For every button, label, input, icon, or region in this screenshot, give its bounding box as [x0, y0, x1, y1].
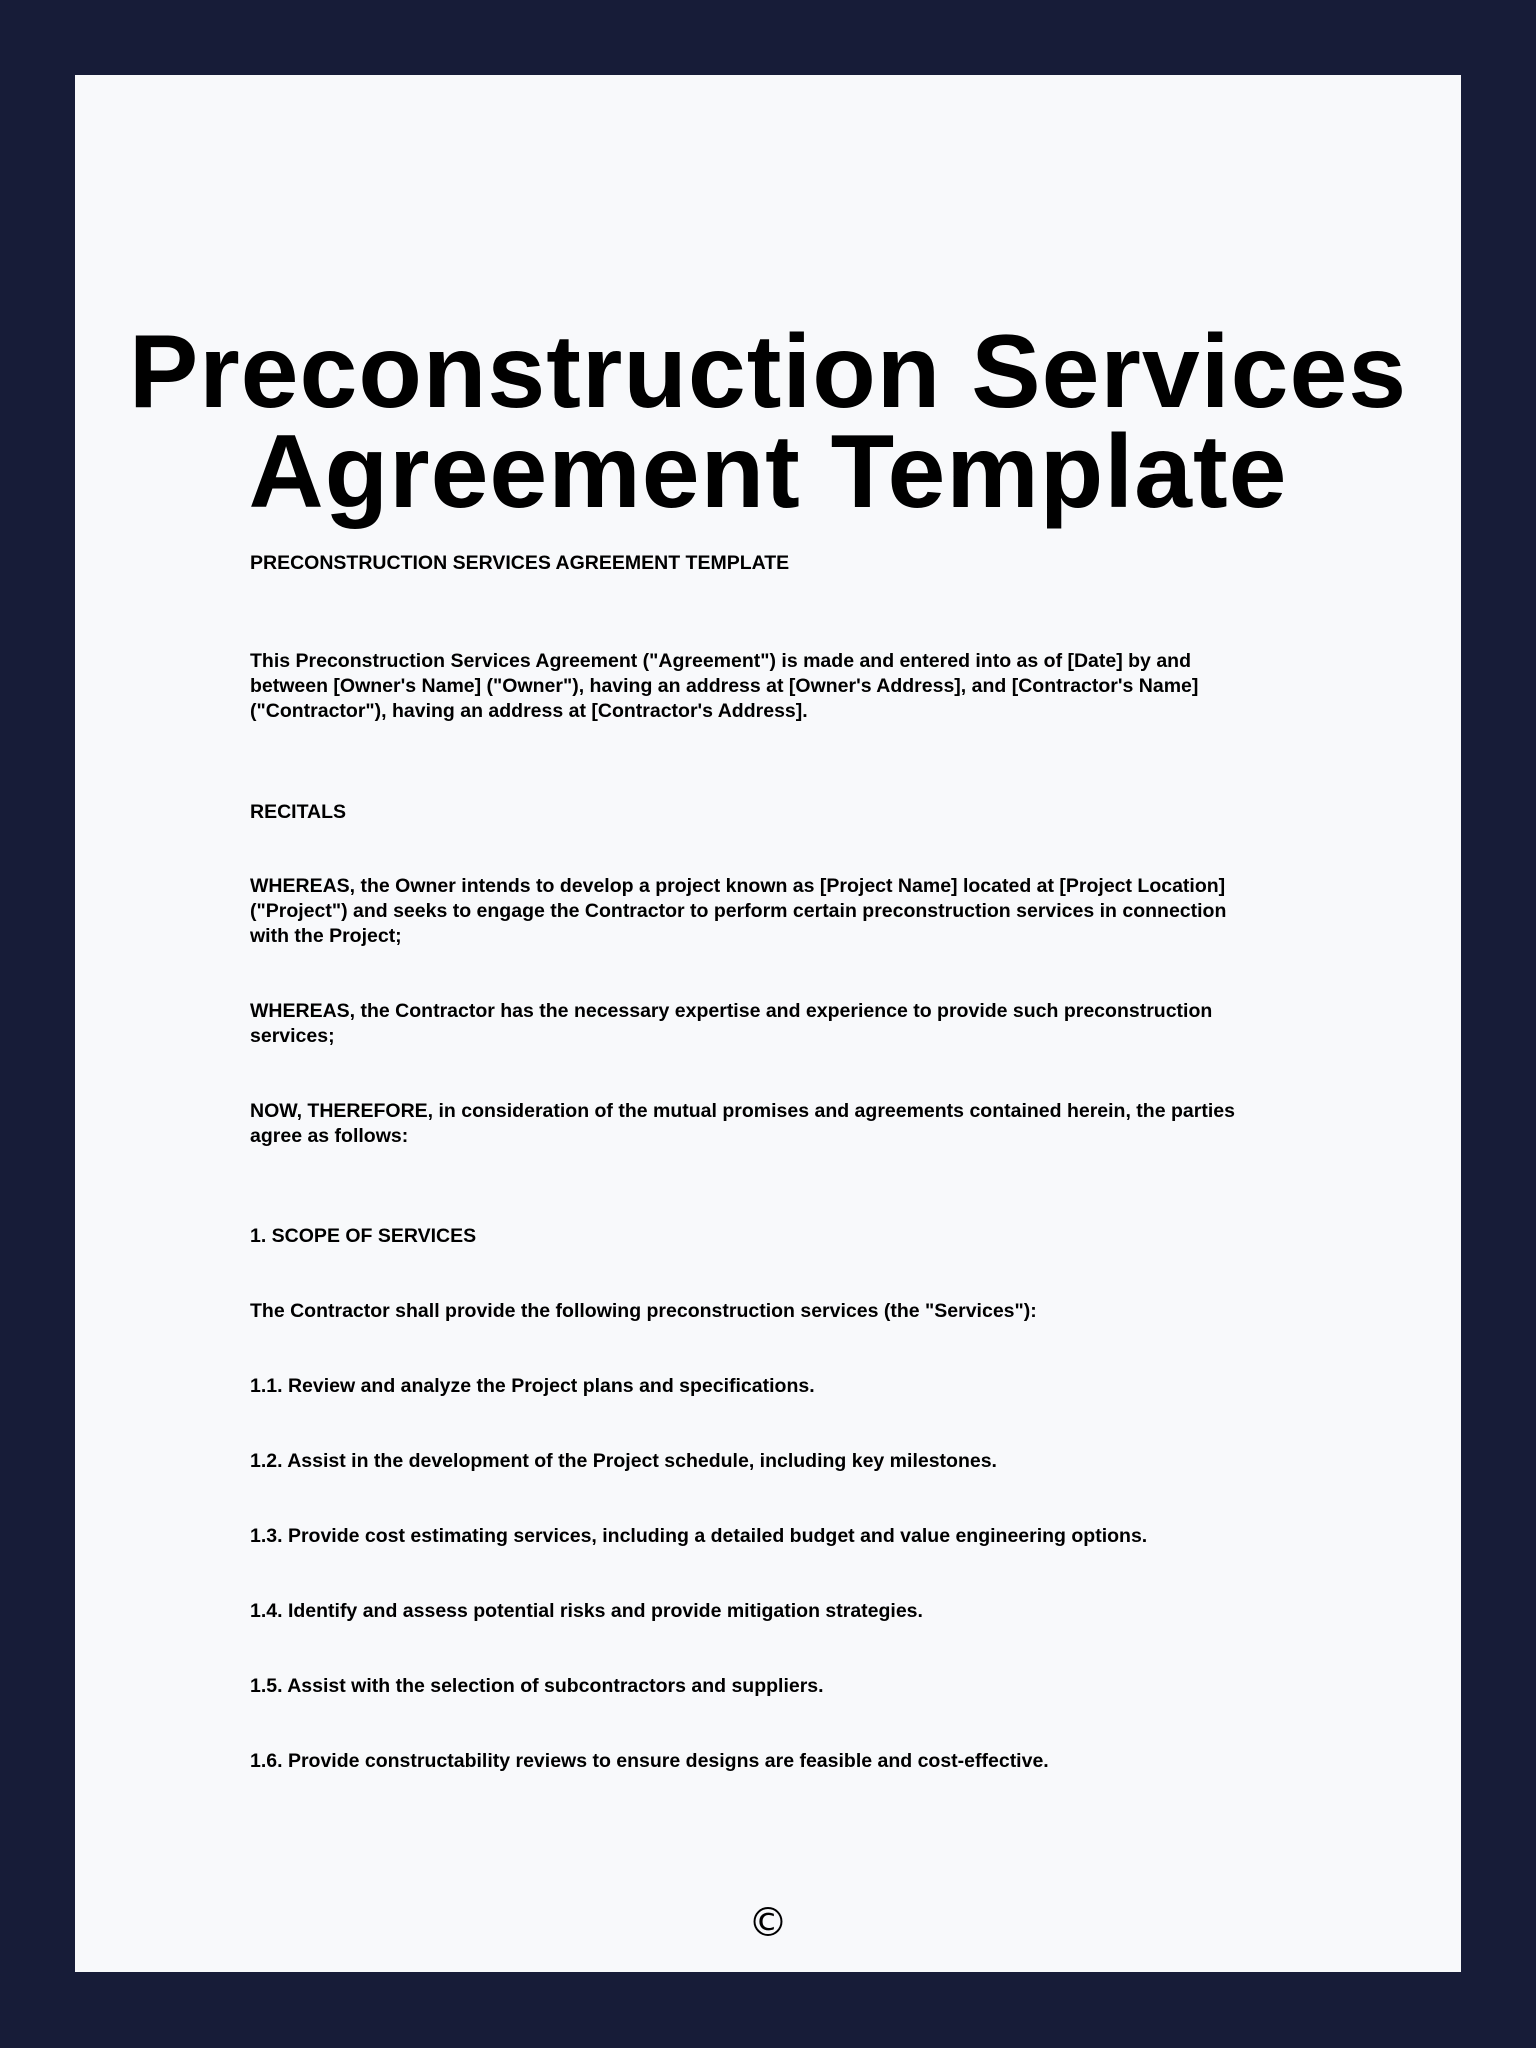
whereas-1-line-2: ("Project") and seeks to engage the Contractor to perform certain preconstruction services in connection — [250, 900, 1227, 922]
section-1-heading: 1. SCOPE OF SERVICES — [250, 1225, 477, 1247]
list-item: 1.5. Assist with the selection of subcontractors and suppliers. — [250, 1675, 824, 1697]
list-item: 1.3. Provide cost estimating services, including a detailed budget and value engineering options. — [250, 1525, 1148, 1547]
list-item: 1.1. Review and analyze the Project plans and specifications. — [250, 1375, 815, 1397]
title-line-2: Agreement Template — [248, 414, 1288, 530]
whereas-2-line-1: WHEREAS, the Contractor has the necessary expertise and experience to provide such preconstruction — [250, 1000, 1213, 1022]
agreement-heading: PRECONSTRUCTION SERVICES AGREEMENT TEMPLATE — [250, 552, 790, 574]
whereas-2-line-2: services; — [250, 1025, 335, 1047]
intro-line-2: between [Owner's Name] ("Owner"), having an address at [Owner's Address], and [Contractor's Name] — [250, 675, 1199, 697]
copyright-icon: © — [748, 1900, 788, 1946]
title-line-1: Preconstruction Services — [128, 314, 1408, 430]
list-item: 1.6. Provide constructability reviews to ensure designs are feasible and cost-effective. — [250, 1750, 1049, 1772]
whereas-1-line-3: with the Project; — [250, 925, 402, 947]
whereas-1-line-1: WHEREAS, the Owner intends to develop a project known as [Project Name] located at [Project Location] — [250, 875, 1226, 897]
intro-line-1: This Preconstruction Services Agreement ("Agreement") is made and entered into as of [Date] by and — [250, 650, 1191, 672]
list-item: 1.4. Identify and assess potential risks and provide mitigation strategies. — [250, 1600, 923, 1622]
recitals-heading: RECITALS — [250, 801, 347, 823]
now-therefore-line-1: NOW, THEREFORE, in consideration of the mutual promises and agreements contained herein, the parties — [250, 1100, 1235, 1122]
list-item: 1.2. Assist in the development of the Project schedule, including key milestones. — [250, 1450, 997, 1472]
now-therefore-line-2: agree as follows: — [250, 1125, 409, 1147]
intro-line-3: ("Contractor"), having an address at [Contractor's Address]. — [250, 700, 808, 722]
document-title — [75, 314, 1461, 530]
section-1-intro: The Contractor shall provide the following preconstruction services (the "Services"): — [250, 1300, 1037, 1322]
document-page — [75, 75, 1461, 1972]
